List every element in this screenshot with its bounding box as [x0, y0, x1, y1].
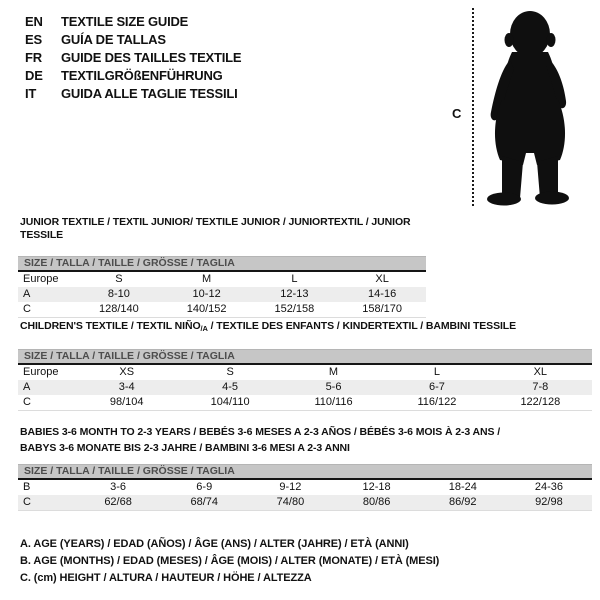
table-row: [18, 287, 426, 302]
row-label: C: [23, 303, 31, 315]
table-row: [18, 480, 592, 495]
language-code: EN: [25, 14, 43, 29]
size-header-bar: SIZE / TALLA / TAILLE / GRÖSSE / TAGLIA: [18, 256, 426, 272]
height-cell: 86/92: [449, 496, 477, 508]
size-cell: XL: [533, 366, 548, 378]
babies-textile-table: [18, 424, 592, 511]
table-row: [18, 495, 592, 510]
size-cell: S: [226, 366, 234, 378]
age-cell: 10-12: [192, 288, 221, 300]
childrens-textile-table: [18, 320, 592, 411]
junior-textile-table: [18, 216, 426, 318]
size-header-bar: SIZE / TALLA / TAILLE / GRÖSSE / TAGLIA: [18, 349, 592, 365]
height-cell: 140/152: [186, 303, 227, 315]
legend-notes: [20, 536, 439, 587]
language-title: GUIDE DES TAILLES TEXTILE: [61, 50, 242, 65]
height-cell: 116/122: [417, 396, 457, 408]
age-cell: 24-36: [534, 481, 564, 493]
table-row: [18, 272, 426, 287]
age-cell: 9-12: [279, 481, 302, 493]
age-cell: 12-18: [362, 481, 391, 493]
row-label: C: [23, 496, 31, 508]
title-part: / TEXTILE DES ENFANTS / KINDERTEXTIL / BAMBINI TESSILE: [207, 320, 517, 332]
size-cell: M: [202, 273, 212, 285]
language-code: FR: [25, 50, 42, 65]
language-row-fr: [25, 49, 241, 67]
table-row: [18, 302, 426, 317]
row-label: Europe: [23, 366, 59, 378]
age-cell: 18-24: [448, 481, 477, 493]
height-cell: 92/98: [535, 496, 563, 508]
note-height-cm: C. (cm) HEIGHT / ALTURA / HAUTEUR / HÖHE / ALTEZZA: [20, 572, 312, 584]
size-header-bar: SIZE / TALLA / TAILLE / GRÖSSE / TAGLIA: [18, 464, 592, 480]
language-title: TEXTILE SIZE GUIDE: [61, 14, 189, 29]
language-code: IT: [25, 86, 37, 101]
row-label: C: [23, 396, 31, 408]
height-cell: 152/158: [274, 303, 315, 315]
height-cell: 104/110: [210, 396, 250, 408]
height-cell: 158/170: [362, 303, 402, 315]
height-cell: 74/80: [276, 496, 305, 508]
language-title: GUÍA DE TALLAS: [61, 32, 166, 47]
title-subscript: /A: [200, 324, 208, 333]
age-cell: 4-5: [222, 381, 239, 393]
height-cell: 110/116: [314, 396, 353, 408]
table-title: JUNIOR TEXTILE / TEXTIL JUNIOR/ TEXTILE JUNIOR / JUNIORTEXTIL / JUNIOR TESSILE: [20, 216, 411, 241]
language-title: GUIDA ALLE TAGLIE TESSILI: [61, 86, 238, 101]
table-title: [20, 320, 592, 335]
row-label: Europe: [23, 273, 59, 285]
size-cell: XS: [119, 366, 135, 378]
height-cell: 98/104: [109, 396, 144, 408]
language-code: DE: [25, 68, 43, 83]
height-cell: 62/68: [104, 496, 132, 508]
note-age-years: A. AGE (YEARS) / EDAD (AÑOS) / ÂGE (ANS) / ALTER (JAHRE) / ETÀ (ANNI): [20, 538, 409, 550]
age-cell: 12-13: [280, 288, 309, 300]
height-cell: 128/140: [98, 303, 139, 315]
language-title-list: [25, 13, 241, 103]
size-cell: M: [328, 366, 339, 378]
age-cell: 3-4: [118, 381, 135, 393]
age-cell: 14-16: [368, 288, 397, 300]
height-cell: 68/74: [190, 496, 219, 508]
size-cell: S: [115, 273, 123, 285]
note-age-months: B. AGE (MONTHS) / EDAD (MESES) / ÂGE (MOIS) / ALTER (MONATE) / ETÀ (MESI): [20, 555, 440, 567]
title-line-1: BABIES 3-6 MONTH TO 2-3 YEARS / BEBÉS 3-6 MESES A 2-3 AÑOS / BÉBÉS 3-6 MOIS À 2-3 ANS /: [20, 426, 501, 438]
age-cell: 6-7: [428, 381, 445, 393]
age-cell: 5-6: [325, 381, 342, 393]
table-row: [18, 395, 592, 410]
height-cell: 80/86: [362, 496, 391, 508]
table-title: [20, 424, 592, 456]
language-row-en: [25, 13, 241, 31]
table-row: [18, 365, 592, 380]
language-row-es: [25, 31, 241, 49]
language-title: TEXTILGRÖßENFÜHRUNG: [61, 68, 223, 83]
language-row-de: [25, 67, 241, 85]
age-cell: 3-6: [110, 481, 127, 493]
size-cell: L: [433, 366, 440, 378]
title-line-2: BABYS 3-6 MONATE BIS 2-3 JAHRE / BAMBINI 3-6 MESI A 2-3 ANNI: [20, 442, 350, 454]
height-measure-dotted-line: [472, 8, 474, 206]
title-part: CHILDREN'S TEXTILE / TEXTIL NIÑO: [20, 320, 201, 332]
size-cell: L: [291, 273, 298, 285]
row-label: A: [23, 381, 31, 393]
table-row: [18, 380, 592, 395]
toddler-silhouette-icon: [480, 8, 580, 208]
size-cell: XL: [375, 273, 389, 285]
height-cell: 122/128: [520, 396, 561, 408]
language-row-it: [25, 85, 241, 103]
row-label: A: [23, 288, 31, 300]
language-code: ES: [25, 32, 42, 47]
age-cell: 8-10: [107, 288, 130, 300]
row-label: B: [23, 481, 31, 493]
age-cell: 6-9: [196, 481, 213, 493]
age-cell: 7-8: [532, 381, 549, 393]
height-measure-label: C: [452, 106, 462, 121]
